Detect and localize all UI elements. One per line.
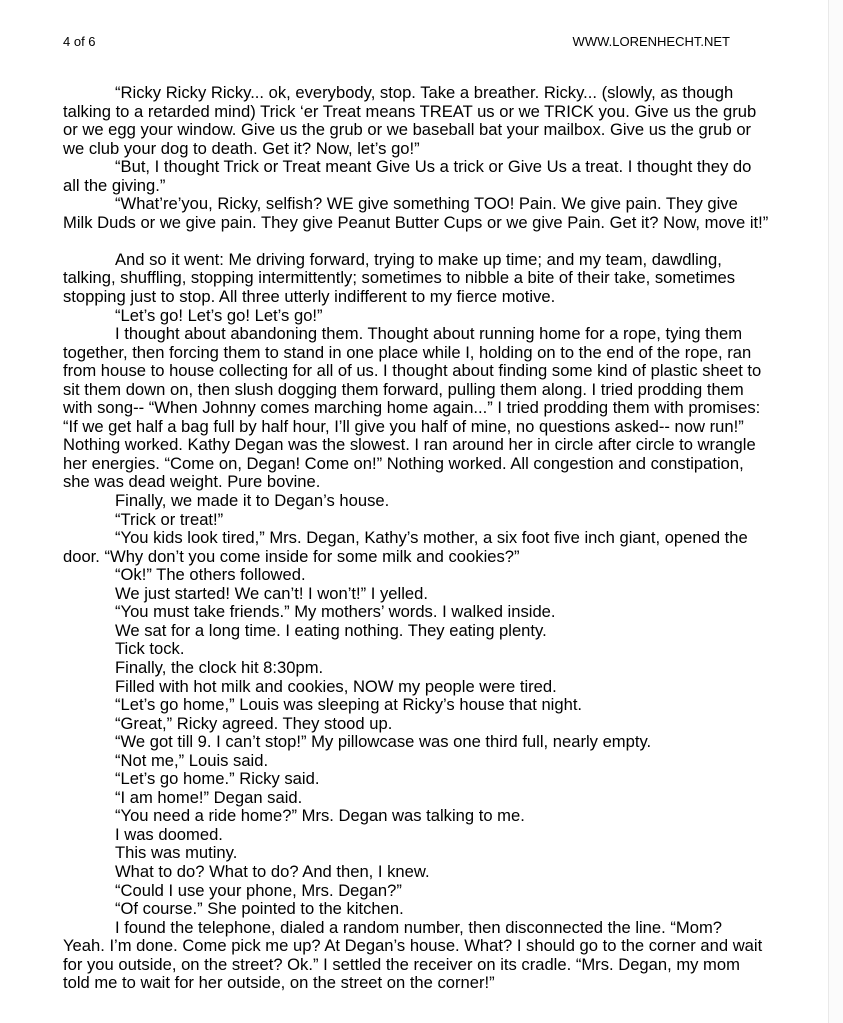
page-edge: [828, 0, 843, 1023]
text-line: “If we get half a bag full by half hour, I’ll give you half of mine, no questions asked-- now run!”: [63, 416, 744, 436]
text-line: from house to house collecting for all of us. I thought about finding some kind of plastic sheet to: [63, 361, 762, 381]
page-number: 4 of 6: [63, 34, 96, 49]
document-body: [63, 83, 769, 993]
text-line: we club your dog to death. Get it? Now, let’s go!”: [63, 138, 420, 158]
text-line: Finally, the clock hit 8:30pm.: [115, 657, 324, 677]
text-line: she was dead weight. Pure bovine.: [63, 472, 321, 492]
text-line: I found the telephone, dialed a random number, then disconnected the line. “Mom?: [115, 917, 722, 937]
text-line: “Ok!” The others followed.: [115, 565, 306, 585]
text-line: “Let’s go! Let’s go! Let’s go!”: [115, 305, 323, 325]
text-line: “You need a ride home?” Mrs. Degan was talking to me.: [115, 806, 525, 826]
text-line: What to do? What to do? And then, I knew.: [115, 861, 430, 881]
text-line: sit them down on, then slush dogging them forward, pulling them along. I tried prodding them: [63, 379, 744, 399]
text-line: We just started! We can’t! I won’t!” I yelled.: [115, 583, 428, 603]
text-line: “Let’s go home.” Ricky said.: [115, 769, 320, 789]
text-line: Finally, we made it to Degan’s house.: [115, 491, 390, 511]
text-line: Yeah. I’m done. Come pick me up? At Degan’s house. What? I should go to the corner and wait: [63, 936, 763, 956]
text-line: stopping just to stop. All three utterly indifferent to my fierce motive.: [63, 287, 556, 307]
text-line: Nothing worked. Kathy Degan was the slowest. I ran around her in circle after circle to wrangle: [63, 435, 756, 455]
text-line: Filled with hot milk and cookies, NOW my people were tired.: [115, 676, 557, 696]
text-line: “But, I thought Trick or Treat meant Give Us a trick or Give Us a treat. I thought they do: [115, 157, 752, 177]
text-line: I was doomed.: [115, 824, 223, 844]
text-line: or we egg your window. Give us the grub or we baseball bat your mailbox. Give us the grub or: [63, 120, 752, 140]
text-line: “Not me,” Louis said.: [115, 750, 269, 770]
text-line: Milk Duds or we give pain. They give Peanut Butter Cups or we give Pain. Get it? Now, move it!”: [63, 212, 769, 232]
text-line: “Great,” Ricky agreed. They stood up.: [115, 713, 393, 733]
site-url: WWW.LORENHECHT.NET: [572, 34, 730, 49]
text-line: together, then forcing them to stand in one place while I, holding on to the end of the rope, ran: [63, 342, 752, 362]
text-line: “Could I use your phone, Mrs. Degan?”: [115, 880, 402, 900]
text-line: We sat for a long time. I eating nothing. They eating plenty.: [115, 620, 547, 640]
text-line: for you outside, on the street? Ok.” I settled the receiver on its cradle. “Mrs. Degan, my mom: [63, 954, 740, 974]
text-line: “Trick or treat!”: [115, 509, 224, 529]
text-line: talking to a retarded mind) Trick ‘er Treat means TREAT us or we TRICK you. Give us the grub: [63, 101, 757, 121]
text-line: And so it went: Me driving forward, trying to make up time; and my team, dawdling,: [115, 249, 722, 269]
text-line: “What’re’you, Ricky, selfish? WE give something TOO! Pain. We give pain. They give: [115, 194, 738, 214]
text-line: “You kids look tired,” Mrs. Degan, Kathy’s mother, a six foot five inch giant, opened the: [115, 528, 748, 548]
text-line: “You must take friends.” My mothers’ words. I walked inside.: [115, 602, 556, 622]
page-header: [63, 34, 730, 49]
text-line: Tick tock.: [115, 639, 185, 659]
text-line: door. “Why don’t you come inside for some milk and cookies?”: [63, 546, 520, 566]
text-line: all the giving.”: [63, 175, 166, 195]
blank-line: [63, 232, 743, 251]
text-line: talking, shuffling, stopping intermittently; sometimes to nibble a bite of their take, sometimes: [63, 268, 736, 288]
text-line: “We got till 9. I can’t stop!” My pillowcase was one third full, nearly empty.: [115, 732, 652, 752]
text-line: told me to wait for her outside, on the street on the corner!”: [63, 973, 495, 993]
text-line: with song-- “When Johnny comes marching home again...” I tried prodding them with promises:: [63, 398, 761, 418]
text-line: I thought about abandoning them. Thought about running home for a rope, tying them: [115, 324, 743, 344]
text-line: This was mutiny.: [115, 843, 238, 863]
text-line: “Ricky Ricky Ricky... ok, everybody, stop. Take a breather. Ricky... (slowly, as though: [115, 83, 734, 102]
text-line: “Of course.” She pointed to the kitchen.: [115, 899, 404, 919]
text-line: her energies. “Come on, Degan! Come on!” Nothing worked. All congestion and constipation,: [63, 453, 744, 473]
text-line: “Let’s go home,” Louis was sleeping at Ricky’s house that night.: [115, 695, 583, 715]
text-line: “I am home!” Degan said.: [115, 787, 303, 807]
